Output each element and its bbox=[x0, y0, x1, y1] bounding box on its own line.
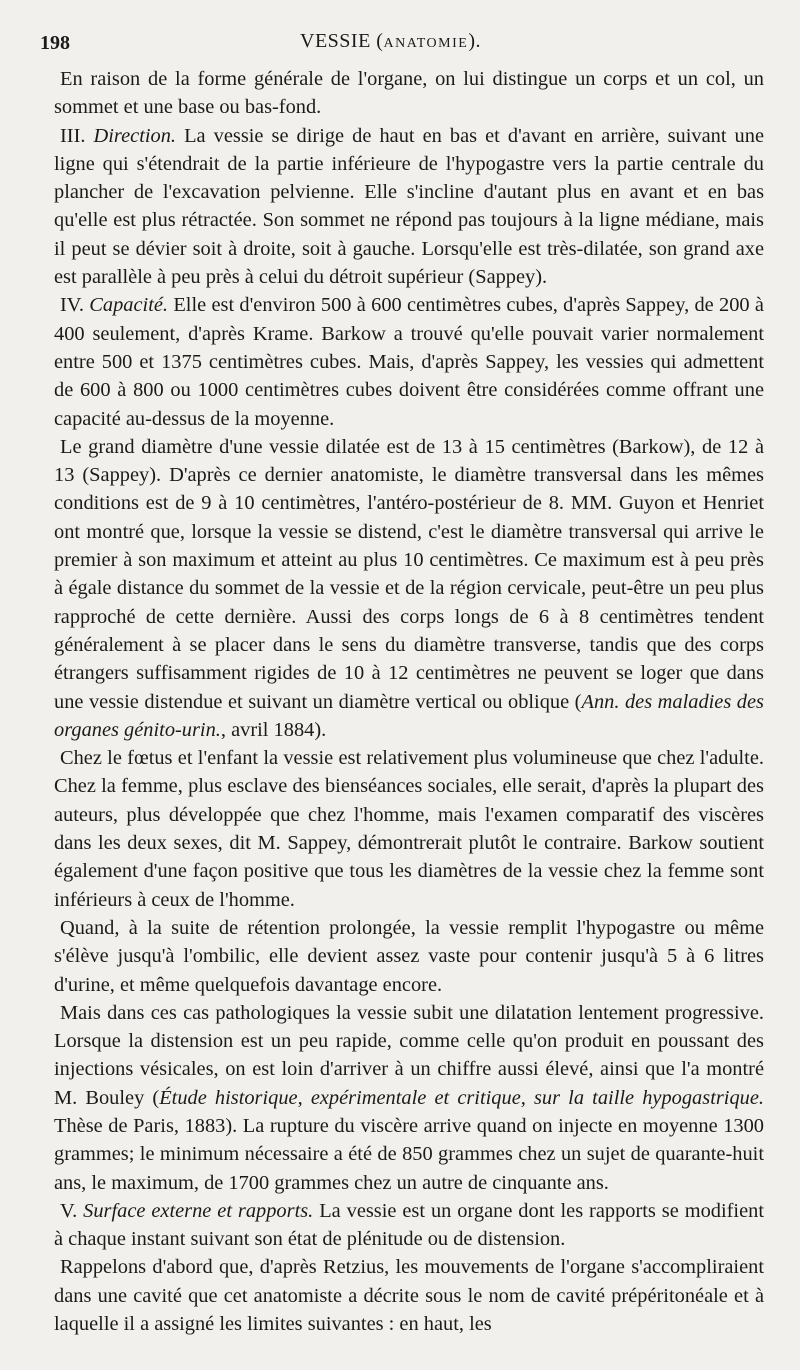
section-capacite: IV. Capacité. Elle est d'environ 500 à 600 centimètres cubes, d'après Sappey, de 200 à 400 seulement, d'après Krame. Barkow a trouvé qu'elle pouvait varier normalement entre 500 et 1375 centimètres cubes. Mais, d'après Sappey, les vessies qui admettent de 600 à 800 ou 1000 centimètres cubes doivent être considérées comme offrant une capacité au-dessus de la moyenne. bbox=[54, 294, 764, 430]
section-number: III. bbox=[60, 124, 86, 147]
running-head-open: ( bbox=[376, 30, 384, 52]
section-direction: III. Direction. La vessie se dirige de haut en bas et d'avant en arrière, suivant une ligne qui s'étendrait de la partie inférieure de l'hypogastre vers la partie centrale du plancher de l'excavation pelvienne. Elle s'incline d'autant plus en avant et en bas qu'elle est plus rétractée. Son sommet ne répond pas toujours à la ligne médiane, mais il peut se dévier soit à droite, soit à gauche. Lorsqu'elle est très-dilatée, son grand axe est parallèle à peu près à celui du détroit supérieur (Sappey). bbox=[54, 124, 764, 289]
running-head bbox=[300, 30, 481, 53]
section-label: Capacité. bbox=[89, 294, 169, 317]
citation-title: Ann. des maladies des organes génito-urin. bbox=[54, 690, 764, 741]
section-label: Direction. bbox=[93, 124, 177, 147]
section-label: Surface externe et rapports. bbox=[83, 1199, 314, 1222]
running-head-sub: ANATOMIE bbox=[383, 36, 469, 51]
section-number: IV. bbox=[60, 294, 84, 317]
paragraph-intro: En raison de la forme générale de l'organe, on lui distingue un corps et un col, un sommet et une base ou bas-fond. bbox=[54, 68, 764, 119]
paragraph-retention: Quand, à la suite de rétention prolongée, la vessie remplit l'hypogastre ou même s'élève jusqu'à l'ombilic, elle devient assez vaste pour contenir jusqu'à 5 à 6 litres d'urine, et même quelquefois davantage encore. bbox=[54, 916, 764, 996]
running-head-main: VESSIE bbox=[300, 30, 371, 52]
running-head-close: ). bbox=[468, 30, 481, 52]
citation-title: Étude historique, expérimentale et critique, sur la taille hypogastrique. bbox=[159, 1086, 764, 1109]
page-number: 198 bbox=[40, 32, 70, 54]
paragraph-retzius: Rappelons d'abord que, d'après Retzius, les mouvements de l'organe s'accompliraient dans une cavité que cet anatomiste a décrite sous le nom de cavité prépéritonéale et à laquelle il a assigné les limites suivantes : en haut, les bbox=[54, 1256, 764, 1336]
paragraph-diametre: Le grand diamètre d'une vessie dilatée est de 13 à 15 centimètres (Barkow), de 12 à 13 (Sappey). D'après ce dernier anatomiste, le diamètre transversal dans les mêmes conditions est de 9 à 10 centimètres, l'antéro-postérieur de 8. MM. Guyon et Henriet ont montré que, lorsque la vessie se distend, c'est le diamètre transversal qui arrive le premier à son maximum et atteint au plus 10 centimètres. Ce maximum est à peu près à égale distance du sommet de la vessie et de la région cervicale, peut-être un peu plus rapproché de cette dernière. Aussi des corps longs de 6 à 8 centimètres tendent généralement à se placer dans le sens du diamètre transverse, tandis que des corps étrangers suffisamment rigides de 10 à 12 centimètres ne peuvent se loger que dans une vessie distendue et suivant un diamètre vertical ou oblique (Ann. des maladies des organes génito-urin., avril 1884). bbox=[54, 435, 764, 741]
paragraph-foetus: Chez le fœtus et l'enfant la vessie est relativement plus volumineuse que chez l'adulte. Chez la femme, plus esclave des bienséances sociales, elle serait, d'après la plupart des auteurs, plus développée que chez l'homme, mais l'examen comparatif des viscères dans les deux sexes, dit M. Sappey, démontrerait plutôt le contraire. Barkow soutient également d'une façon positive que tous les diamètres de la vessie chez la femme sont inférieurs à ceux de l'homme. bbox=[54, 747, 764, 911]
body-text bbox=[54, 65, 764, 1338]
page-header bbox=[40, 30, 764, 62]
section-number: V. bbox=[60, 1199, 78, 1222]
section-surface-externe: V. Surface externe et rapports. La vessie est un organe dont les rapports se modifient à chaque instant suivant son état de plénitude ou de distension. bbox=[54, 1199, 764, 1251]
paragraph-pathologiques: Mais dans ces cas pathologiques la vessie subit une dilatation lentement progressive. Lorsque la distension est un peu rapide, comme celle qu'on produit en poussant des injections vésicales, on est loin d'arriver à un chiffre aussi élevé, ainsi que l'a montré M. Bouley (Étude historique, expérimentale et critique, sur la taille hypogastrique. Thèse de Paris, 1883). La rupture du viscère arrive quand on injecte en moyenne 1300 grammes; le minimum nécessaire a été de 850 grammes chez un sujet de quarante-huit ans, le maximum, de 1700 grammes chez un autre de cinquante ans. bbox=[54, 1001, 764, 1194]
